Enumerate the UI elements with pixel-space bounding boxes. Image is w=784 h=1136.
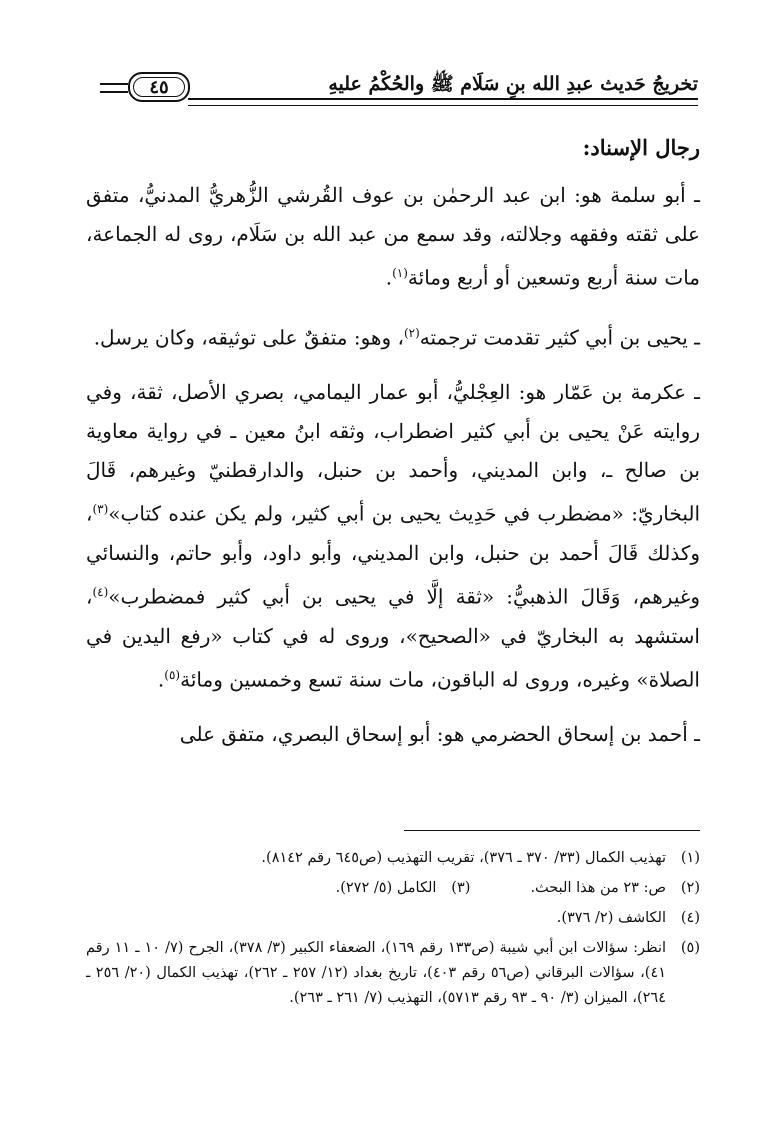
page-number: ٤٥ (149, 76, 169, 98)
footnote-row (86, 876, 700, 906)
page-number-frame (128, 72, 190, 102)
running-title: تخريجُ حَديث عبدِ الله بنِ سَلَام ﷺ والحُكْمُ عليهِ (328, 73, 698, 95)
footnotes (86, 846, 700, 1016)
footnote-4: (٤) الكاشف (٢/ ٣٧٦). (556, 910, 700, 926)
footnote-ref: (٣) (92, 502, 109, 517)
paragraph-ahmad: ـ أحمد بن إسحاق الحضرمي هو: أبو إسحاق البصري، متفق على (179, 722, 700, 747)
footnote-ref: (٤) (92, 584, 109, 599)
main-text (86, 128, 700, 770)
footnote-ref: (٥) (164, 667, 181, 682)
paragraph-yahya: ـ يحيى بن أبي كثير تقدمت ترجمته$^{(٢)}$، وهو: متفقٌ على توثيقه، وكان يرسل. (93, 325, 700, 350)
footnote-3: (٣) الكامل (٥/ ٢٧٢). (335, 880, 471, 896)
footnote-2: (٢) ص: ٢٣ من هذا البحث. (530, 880, 700, 896)
footnote-ref: (١) (392, 266, 408, 280)
footnote-1: (١) تهذيب الكمال (٣٣/ ٣٧٠ ـ ٣٧٦)، تقريب التهذيب (ص٦٤٥ رقم ٨١٤٢). (261, 850, 700, 866)
footnote-divider (404, 830, 700, 831)
footnote-ref: (٢) (403, 325, 420, 340)
header-rule (188, 98, 698, 106)
paragraph-ikrima: ـ عكرمة بن عَمّار هو: العِجْليُّ، أبو عمار اليمامي، بصري الأصل، ثقة، وفي روايته عَنْ يحيى بن أبي كثير اضطراب، وثقه ابنُ معين ـ في رواية معاوية بن صالح ـ، وابن المديني، وأحمد بن حنبل، والدارقطنيّ وغيرهم، قَالَ البخاريّ: «مضطرب في حَدِيث يحيى بن أبي كثير، ولم يكن عنده كتاب»$^{(٣)}$، وكذلك قَالَ أحمد بن حنبل، وابن المديني، وأبو داود، وأبو حاتم، والنسائي وغيرهم، وَقَالَ الذهبيُّ: «ثقة إلَّا في يحيى بن أبي كثير فمضطرب»$^{(٤)}$، استشهد به البخاريّ في «الصحيح»، وروى له في كتاب «رفع اليدين في الصلاة» وغيره، وروى له الباقون، مات سنة تسع وخمسين ومائة$^{(٥)}$. (86, 380, 701, 692)
paragraph-abu-salama: ـ أبو سلمة هو: ابن عبد الرحمٰن بن عوف القُرشي الزُّهريُّ المدنيُّ، متفق على ثقته وفقهه وجلالته، وقد سمع من عبد الله بن سَلَام، روى له الجماعة، مات سنة أربع وتسعين أو أربع ومائة$^{(١)}$. (86, 183, 700, 290)
header-rule-left (100, 83, 128, 93)
footnote-5: (٥) انظر: سؤالات ابن أبي شيبة (ص١٣٣ رقم ١٦٩)، الضعفاء الكبير (٣/ ٣٧٨)، الجرح (٧/ ١٠ ـ ١١ رقم ٤١)، سؤالات البرقاني (ص٥٦ رقم ٤٠٣)، تاريخ بغداد (١٢/ ٢٥٧ ـ ٢٦٢)، تهذيب الكمال (٢٠/ ٢٥٦ ـ ٢٦٤)، الميزان (٣/ ٩٠ ـ ٩٣ رقم ٥٧١٣)، التهذيب (٧/ ٢٦١ ـ ٢٦٣). (86, 940, 700, 1006)
section-title: رجال الإسناد: (582, 135, 700, 160)
page-header (100, 68, 698, 108)
